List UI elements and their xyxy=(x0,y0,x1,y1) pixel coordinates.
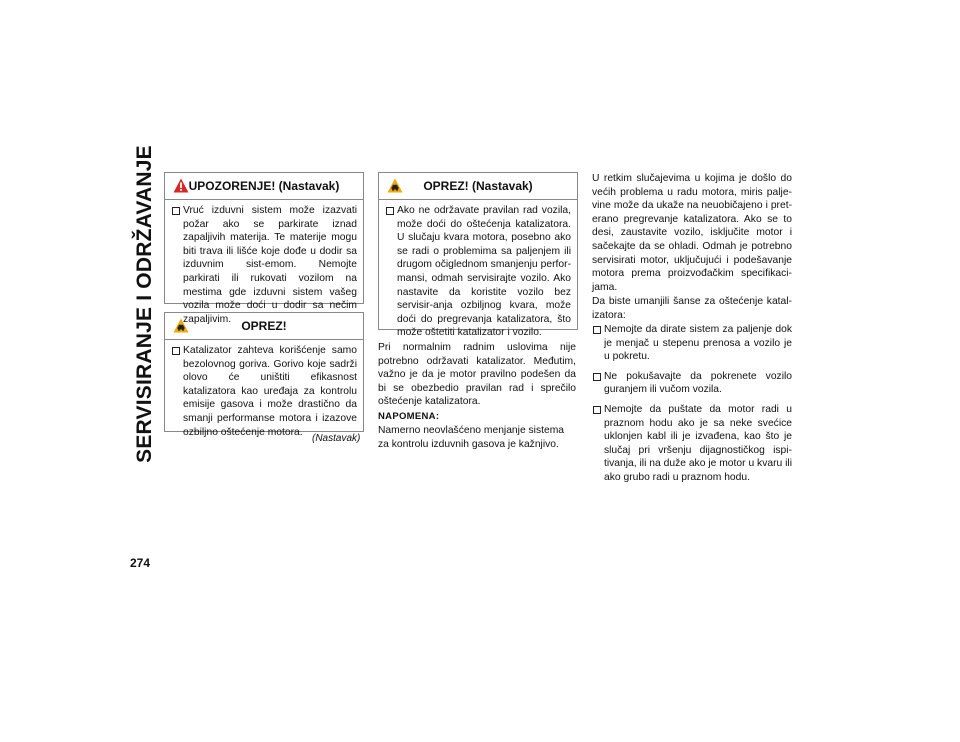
caution-box-header xyxy=(165,313,363,340)
note-text: Namerno neovlašćeno menjanje sistema za kontrolu izduvnih gasova je kažnjivo. xyxy=(378,425,565,450)
caution-box xyxy=(164,312,364,438)
caution-box-continued xyxy=(378,172,578,339)
overheating-paragraph: U retkim slučajevima u kojima je došlo do većih problema u radu motora, miris palje-vine može da ukaže na neuobičajeno i pret-erano pregrevanje katalizatora. Ako se to desi, zaustavite vozilo, isključite motor i sačekajte da se ohladi. Odmah je potrebno servisirati motor, uključujući i podešavanje motora prema proizvođačkim specifikaci-jama. xyxy=(592,173,792,293)
section-side-title xyxy=(126,145,164,463)
section-side-title-text: SERVISIRANJE I ODRŽAVANJE xyxy=(133,145,157,463)
page-number: 274 xyxy=(130,556,151,570)
maintenance-paragraph: Pri normalnim radnim uslovima nije potrebno održavati katalizator. Međutim, važno je da je motor pravilno podešen da bi se obezbedio pravilan rad i sprečilo oštećenje katalizatora. xyxy=(378,342,576,408)
caution-box-title: OPREZ! xyxy=(241,319,287,333)
note-label: NAPOMENA: xyxy=(378,411,440,422)
warning-item: Vruć izduvni sistem može izazvati požar ako se parkirate iznad zapaljivih materija. Te materije mogu biti trava ili lišće koje dođe u dodir sa izduvnim sist-emom. Nemojte parkirati ili rukovati vozilom na mestima gde izduvni sistem vašeg vozila može doći u dodir sa nečim zapaljivim. xyxy=(171,204,357,326)
warning-triangle-icon xyxy=(173,178,189,193)
damage-prevention-intro: Da biste umanjili šanse za oštećenje katal-izatora: xyxy=(592,296,792,321)
list-item: Nemojte da dirate sistem za paljenje dok je menjač u stepenu prenosa a vozilo je u pokretu. xyxy=(592,323,792,364)
caution-box-body xyxy=(165,340,363,443)
warning-box-header xyxy=(165,173,363,200)
caution-box-continued-body xyxy=(379,200,577,344)
list-item: Ne pokušavajte da pokrenete vozilo guranjem ili vučom vozila. xyxy=(592,370,792,397)
caution-car-icon xyxy=(387,178,403,193)
warning-box-title: UPOZORENJE! (Nastavak) xyxy=(188,179,340,193)
caution-item: Katalizator zahteva korišćenje samo bezolovnog goriva. Gorivo koje sadrži olovo će uništiti efikasnost katalizatora kao uređaja za kontrolu emisije gasova i može drastično da smanji performanse motora i izazove ozbiljno oštećenje motora. xyxy=(171,344,357,439)
prevention-list xyxy=(592,323,792,491)
caution-box-continued-header xyxy=(379,173,577,200)
caution-continued-item: Ako ne održavate pravilan rad vozila, može doći do oštećenja katalizatora. U slučaju kvara motora, posebno ako se radi o problemima sa paljenjem ili drugom očiglednom smanjenju perfor-mansi, odmah servisirajte vozilo. Ako nastavite da koristite vozilo bez servisir-anja ozbiljnog kvara, može doći do pregrevanja katalizatora, što može oštetiti katalizator i vozilo. xyxy=(385,204,571,340)
warning-box xyxy=(164,172,364,325)
caution-car-icon xyxy=(173,318,189,333)
warning-box-body xyxy=(165,200,363,330)
caution-box-continued-title: OPREZ! (Nastavak) xyxy=(423,179,533,193)
list-item: Nemojte da puštate da motor radi u praznom hodu ako je sa neke svećice uklonjen kabl ili je izvađena, kao što je slučaj pri vršenju dijagnostičkog ispi-tivanja, ili na duže ako je motor u kvaru ili ako grubo radi u praznom hodu. xyxy=(592,403,792,485)
continued-label: (Nastavak) xyxy=(312,433,361,444)
